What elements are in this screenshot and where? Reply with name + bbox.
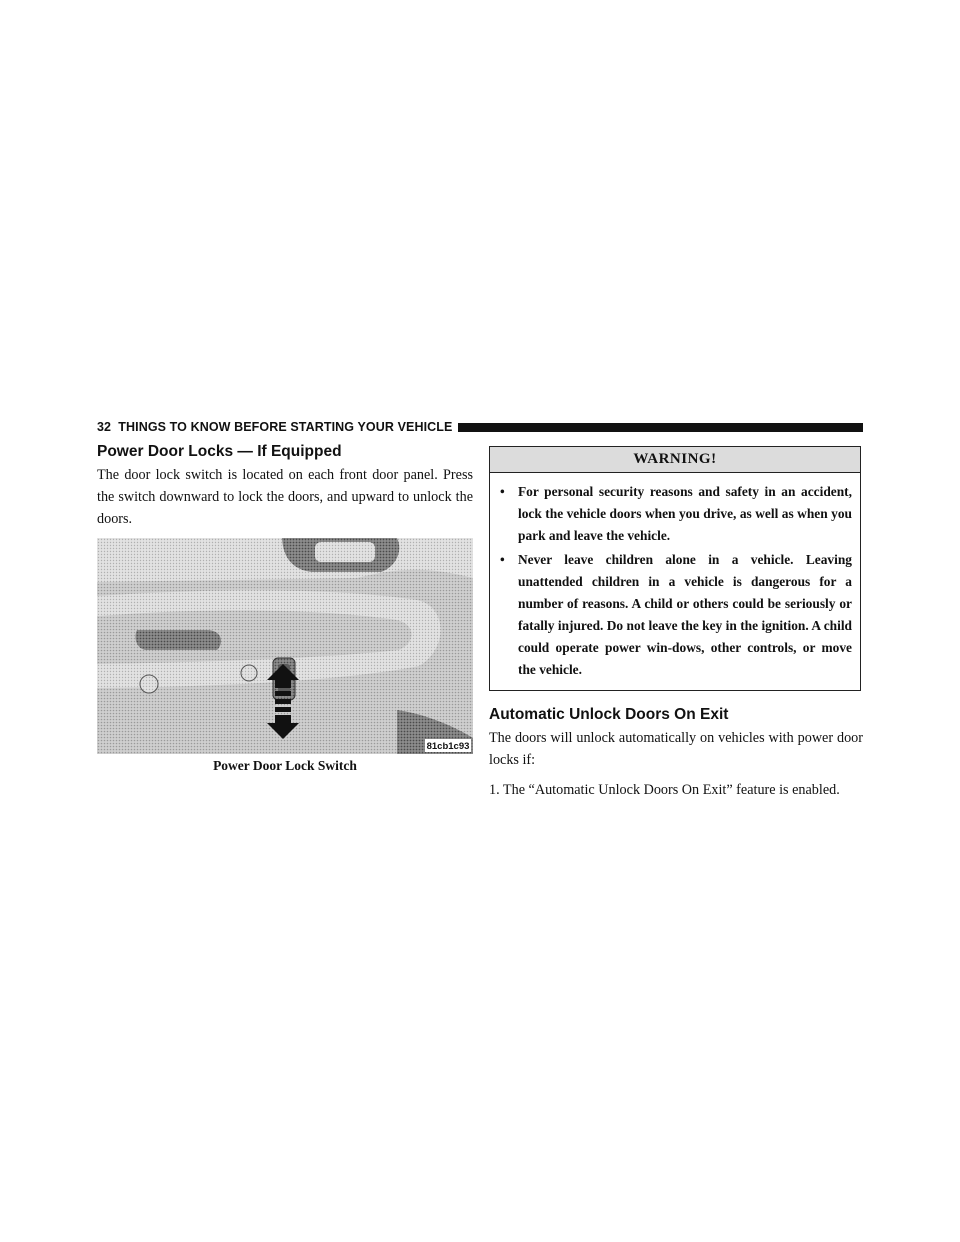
warning-box [489, 446, 861, 691]
chapter-title: THINGS TO KNOW BEFORE STARTING YOUR VEHICLE [118, 420, 453, 434]
warning-item [500, 549, 852, 681]
door-panel-illustration [97, 538, 473, 754]
header-rule [458, 423, 863, 432]
power-door-locks-paragraph: The door lock switch is located on each front door panel. Press the switch downward to lock the doors, and upward to unlock the doors. [97, 467, 473, 527]
auto-unlock-step-1: 1. The “Automatic Unlock Doors On Exit” feature is enabled. [489, 782, 840, 798]
warning-item-text: For personal security reasons and safety in an accident, lock the vehicle doors when you drive, as well as when you park and leave the vehicle. [518, 484, 852, 543]
bullet-icon: • [500, 484, 505, 499]
warning-title: WARNING! [490, 447, 860, 473]
right-column [489, 446, 863, 801]
door-lock-switch-figure [97, 538, 473, 754]
bullet-icon: • [500, 552, 505, 567]
figure-code: 81cb1c93 [426, 741, 470, 752]
section-title-auto-unlock: Automatic Unlock Doors On Exit [489, 706, 729, 723]
auto-unlock-paragraph: The doors will unlock automatically on vehicles with power door locks if: [489, 730, 863, 768]
left-column [97, 442, 473, 774]
auto-unlock-section [489, 705, 863, 801]
section-title-power-door-locks: Power Door Locks — If Equipped [97, 443, 342, 460]
page-header-text [97, 420, 452, 434]
page-header [97, 419, 863, 435]
warning-item-text: Never leave children alone in a vehicle. Leaving unattended children in a vehicle is dangerous for a number of reasons. A child or others could be seriously or fatally injured. Do not leave the key in the ignition. A child could operate power win-dows, other controls, or move the vehicle. [518, 552, 852, 677]
figure-caption: Power Door Lock Switch [213, 758, 357, 773]
warning-body [490, 473, 860, 690]
warning-item [500, 481, 852, 547]
page-number: 32 [97, 420, 112, 434]
